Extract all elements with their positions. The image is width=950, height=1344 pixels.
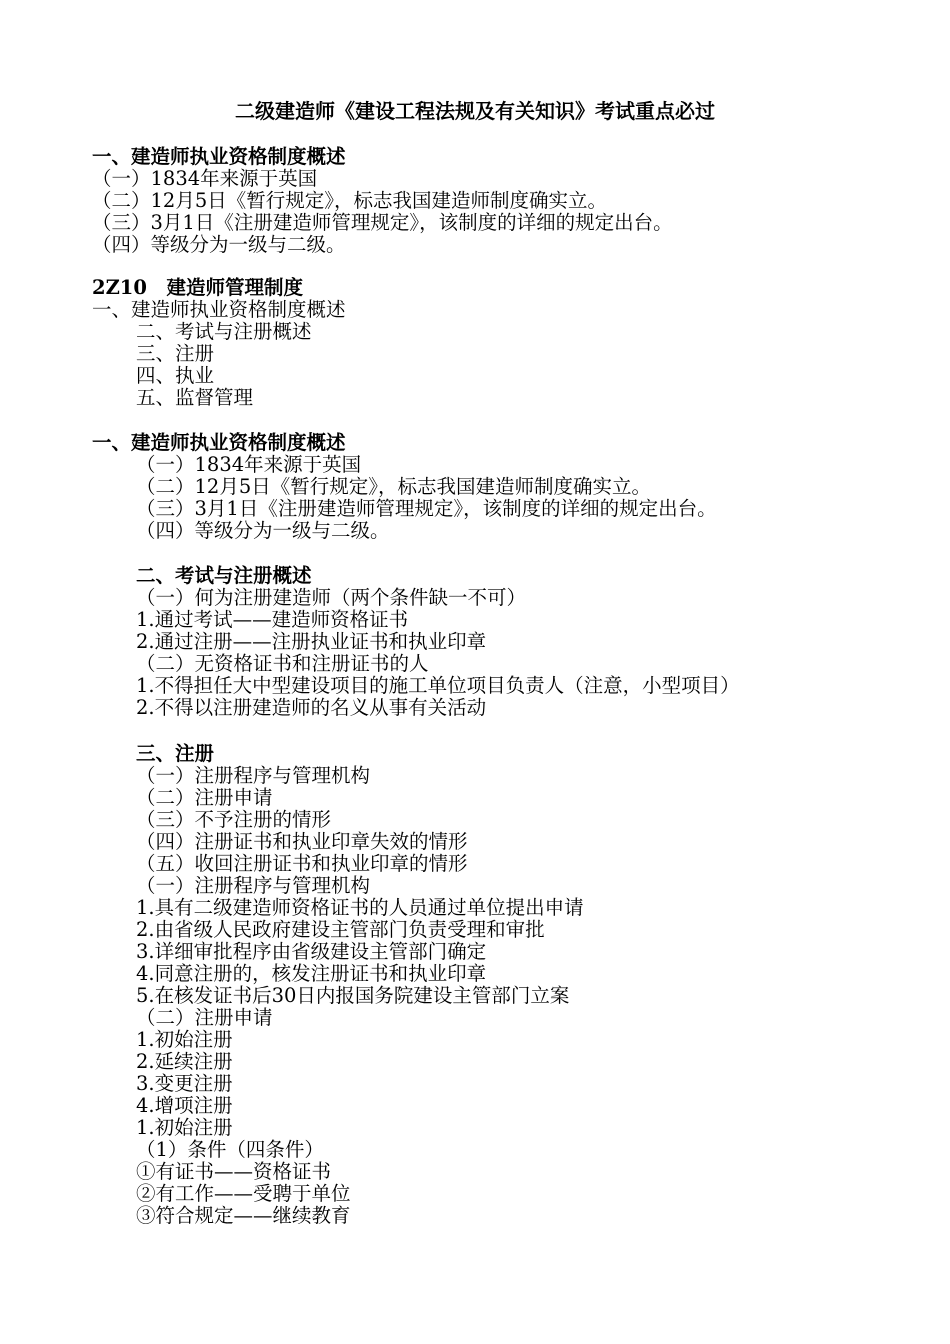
document-title: 二级建造师《建设工程法规及有关知识》考试重点必过 <box>235 99 715 123</box>
list-item: （二）12月5日《暂行规定》，标志我国建造师制度确实立。 <box>136 475 651 498</box>
list-item: （三）3月1日《注册建造师管理规定》，该制度的详细的规定出台。 <box>136 497 717 520</box>
list-item: （二）12月5日《暂行规定》，标志我国建造师制度确实立。 <box>92 189 607 212</box>
section-heading: 二、考试与注册概述 <box>136 564 312 587</box>
outline-item: 二、考试与注册概述 <box>136 320 312 343</box>
list-item: 3.变更注册 <box>136 1072 233 1095</box>
list-item: （一）何为注册建造师（两个条件缺一不可） <box>136 586 527 609</box>
list-item: 2.延续注册 <box>136 1050 233 1073</box>
list-item: 5.在核发证书后30日内报国务院建设主管部门立案 <box>136 984 570 1007</box>
list-item: 4.同意注册的，核发注册证书和执业印章 <box>136 962 487 985</box>
list-item: （1）条件（四条件） <box>136 1138 324 1161</box>
outline-item: 三、注册 <box>136 342 215 365</box>
list-item: （三）不予注册的情形 <box>136 808 332 831</box>
list-item: ②有工作——受聘于单位 <box>136 1182 351 1205</box>
list-item: ①有证书——资格证书 <box>136 1160 332 1183</box>
list-item: 1.具有二级建造师资格证书的人员通过单位提出申请 <box>136 896 584 919</box>
list-item: （四）注册证书和执业印章失效的情形 <box>136 830 468 853</box>
list-item: （一）注册程序与管理机构 <box>136 874 371 897</box>
list-item: 1.通过考试——建造师资格证书 <box>136 608 409 631</box>
list-item: 2.不得以注册建造师的名义从事有关活动 <box>136 696 487 719</box>
list-item: （二）注册申请 <box>136 1006 273 1029</box>
section-heading: 一、建造师执业资格制度概述 <box>92 145 346 168</box>
list-item: 2.通过注册——注册执业证书和执业印章 <box>136 630 487 653</box>
section-heading: 一、建造师执业资格制度概述 <box>92 431 346 454</box>
list-item: 1.初始注册 <box>136 1028 233 1051</box>
list-item: （二）注册申请 <box>136 786 273 809</box>
list-item: （三）3月1日《注册建造师管理规定》，该制度的详细的规定出台。 <box>92 211 673 234</box>
list-item: （四）等级分为一级与二级。 <box>136 519 390 542</box>
list-item: 4.增项注册 <box>136 1094 233 1117</box>
section-heading: 三、注册 <box>136 742 215 765</box>
list-item: （二）无资格证书和注册证书的人 <box>136 652 429 675</box>
list-item: （四）等级分为一级与二级。 <box>92 233 346 256</box>
list-item: （一）1834年来源于英国 <box>136 453 362 476</box>
list-item: 2.由省级人民政府建设主管部门负责受理和审批 <box>136 918 545 941</box>
outline-item: 一、建造师执业资格制度概述 <box>92 298 346 321</box>
list-item: 3.详细审批程序由省级建设主管部门确定 <box>136 940 487 963</box>
list-item: （一）1834年来源于英国 <box>92 167 318 190</box>
outline-item: 五、监督管理 <box>136 386 254 409</box>
outline-item: 四、执业 <box>136 364 215 387</box>
list-item: （一）注册程序与管理机构 <box>136 764 371 787</box>
list-item: 1.初始注册 <box>136 1116 233 1139</box>
list-item: ③符合规定——继续教育 <box>136 1204 351 1227</box>
list-item: 1.不得担任大中型建设项目的施工单位项目负责人（注意，小型项目） <box>136 674 740 697</box>
chapter-heading: 2Z10 建造师管理制度 <box>92 276 303 299</box>
list-item: （五）收回注册证书和执业印章的情形 <box>136 852 468 875</box>
